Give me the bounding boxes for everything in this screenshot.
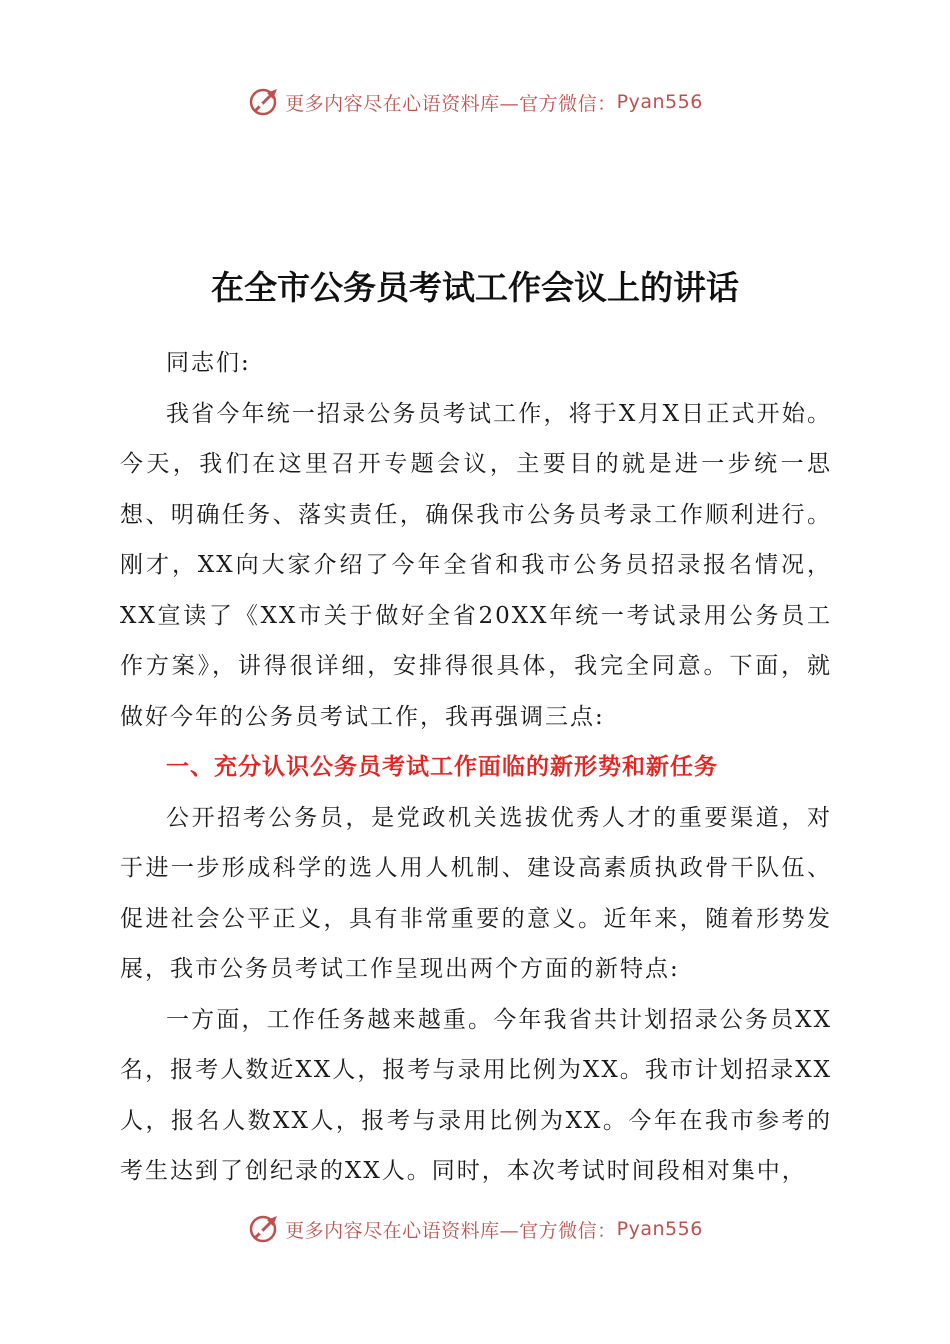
pen-logo-icon — [247, 85, 281, 119]
watermark-text: 更多内容尽在心语资料库—官方微信： — [285, 92, 617, 115]
section1-paragraph: 一方面，工作任务越来越重。今年我省共计划招录公务员XX名，报考人数近XX人，报考与录用比例为XX。我市计划招录XX人，报名人数XX人，报考与录用比例为XX。今年在我市参考的考生达到了创纪录的XX人。同时，本次考试时间段相对集中， — [120, 1006, 832, 1184]
section-heading-1: 一、充分认识公务员考试工作面临的新形势和新任务 — [166, 754, 718, 780]
document-body — [120, 338, 832, 1197]
watermark-wechat-id: Pyan556 — [616, 1218, 703, 1240]
intro-paragraph: 我省今年统一招录公务员考试工作，将于X月X日正式开始。今天，我们在这里召开专题会议，主要目的就是进一步统一思想、明确任务、落实责任，确保我市公务员考录工作顺利进行。刚才，XX向大家介绍了今年全省和我市公务员招录报名情况，XX宣读了《XX市关于做好全省20XX年统一考试录用公务员工作方案》，讲得很详细，安排得很具体，我完全同意。下面，就做好今年的公务员考试工作，我再强调三点: — [120, 400, 832, 730]
watermark-text: 更多内容尽在心语资料库—官方微信： — [285, 1219, 617, 1242]
watermark-footer — [0, 1209, 950, 1249]
watermark-wechat-id: Pyan556 — [616, 91, 703, 113]
watermark-header — [0, 82, 950, 122]
section1-paragraph: 公开招考公务员，是党政机关选拔优秀人才的重要渠道，对于进一步形成科学的选人用人机制、建设高素质执政骨干队伍、促进社会公平正义，具有非常重要的意义。近年来，随着形势发展，我市公务员考试工作呈现出两个方面的新特点: — [120, 804, 832, 982]
salutation: 同志们: — [166, 350, 251, 376]
pen-logo-icon — [247, 1212, 281, 1246]
document-title: 在全市公务员考试工作会议上的讲话 — [211, 268, 739, 307]
